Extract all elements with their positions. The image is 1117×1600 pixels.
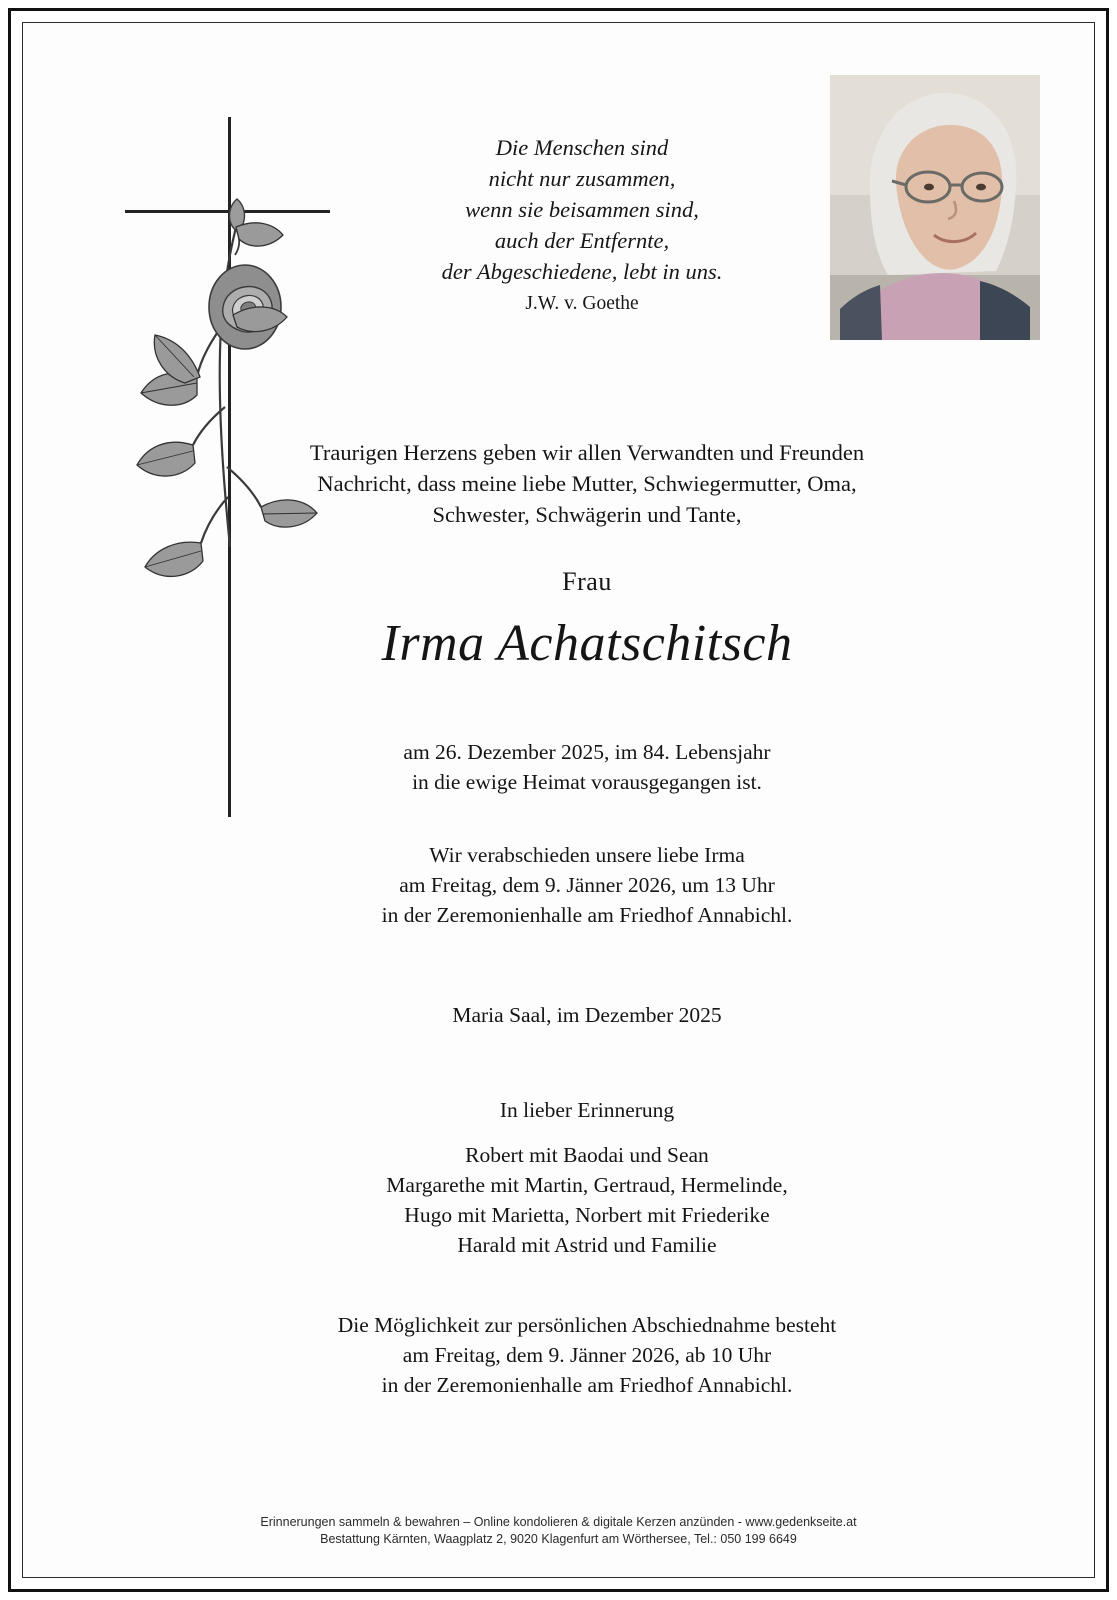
deceased-name: Irma Achatschitsch: [381, 615, 793, 672]
funeral-line-3: in der Zeremonienhalle am Friedhof Annabichl.: [381, 903, 793, 927]
family-line-2: Margarethe mit Martin, Gertraud, Hermelinde,: [386, 1173, 788, 1197]
quote-author: J.W. v. Goethe: [525, 293, 639, 314]
death-info-line-1: am 26. Dezember 2025, im 84. Lebensjahr: [403, 740, 771, 764]
farewell-line-1: Die Möglichkeit zur persönlichen Abschiednahme besteht: [337, 1313, 837, 1337]
salutation: Frau: [562, 567, 612, 596]
death-info-line-2: in die ewige Heimat vorausgegangen ist.: [412, 770, 762, 794]
footer-line-1: Erinnerungen sammeln & bewahren – Online kondolieren & digitale Kerzen anzünden - www.gedenkseite.at: [260, 1515, 857, 1529]
family-line-1: Robert mit Baodai und Sean: [465, 1143, 709, 1167]
funeral-line-2: am Freitag, dem 9. Jänner 2026, um 13 Uhr: [399, 873, 775, 897]
memory-title: In lieber Erinnerung: [499, 1098, 675, 1122]
intro-line-1: Traurigen Herzens geben wir allen Verwandten und Freunden: [309, 440, 865, 465]
intro-line-3: Schwester, Schwägerin und Tante,: [432, 502, 742, 527]
rose-blossom: [209, 265, 281, 349]
notice-content: [22, 22, 1095, 1578]
intro-text: [267, 437, 907, 530]
quote-line-3: wenn sie beisammen sind,: [465, 197, 699, 222]
footer-line-2: Bestattung Kärnten, Waagplatz 2, 9020 Klagenfurt am Wörthersee, Tel.: 050 199 6649: [320, 1532, 797, 1546]
family-line-3: Hugo mit Marietta, Norbert mit Friederike: [404, 1203, 770, 1227]
quote-line-2: nicht nur zusammen,: [488, 166, 676, 191]
intro-line-2: Nachricht, dass meine liebe Mutter, Schwiegermutter, Oma,: [317, 471, 857, 496]
farewell-info: [267, 1310, 907, 1400]
funeral-line-1: Wir verabschieden unsere liebe Irma: [429, 843, 745, 867]
quote-block: [322, 132, 842, 319]
funeral-info: [267, 840, 907, 930]
farewell-line-2: am Freitag, dem 9. Jänner 2026, ab 10 Uhr: [402, 1343, 772, 1367]
footer: [22, 1514, 1095, 1548]
place-and-date: Maria Saal, im Dezember 2025: [452, 1003, 722, 1027]
quote-line-1: Die Menschen sind: [495, 135, 669, 160]
portrait-photo: [830, 75, 1040, 340]
family-line-4: Harald mit Astrid und Familie: [457, 1233, 717, 1257]
farewell-line-3: in der Zeremonienhalle am Friedhof Annabichl.: [381, 1373, 793, 1397]
family-list: [267, 1140, 907, 1260]
quote-line-4: auch der Entfernte,: [494, 228, 670, 253]
quote-line-5: der Abgeschiedene, lebt in uns.: [441, 259, 723, 284]
death-info: [267, 737, 907, 797]
